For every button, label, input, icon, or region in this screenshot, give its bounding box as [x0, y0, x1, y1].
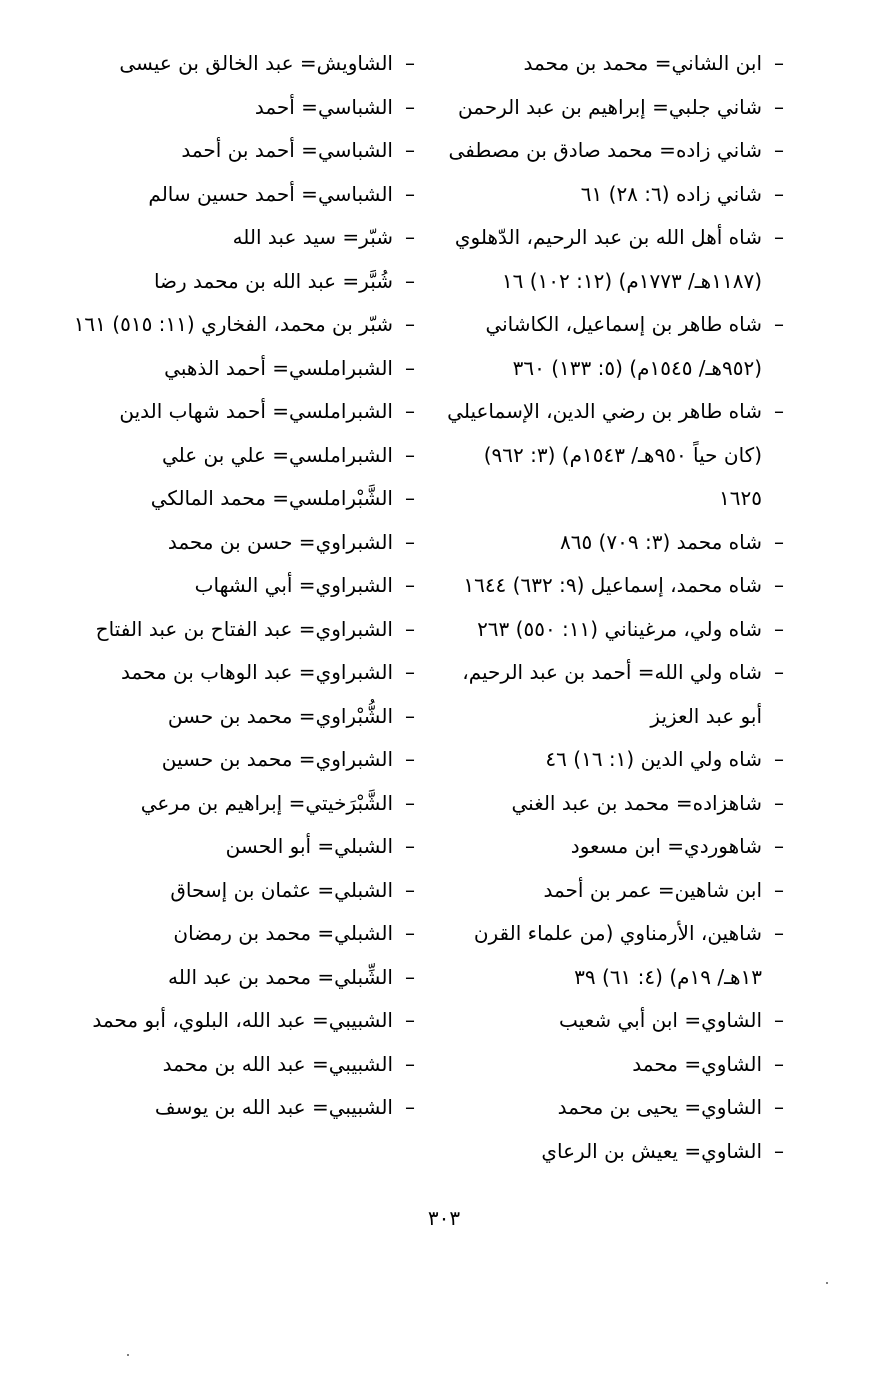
index-entry — [70, 695, 415, 739]
entry-dash: – — [774, 616, 784, 641]
index-entry — [70, 260, 415, 304]
index-entry — [70, 825, 415, 869]
entry-dash: – — [405, 268, 415, 293]
index-entry — [70, 738, 415, 782]
entry-text: الشبلي= أبو الحسن — [225, 834, 393, 858]
entry-dash: – — [405, 225, 415, 249]
index-entry — [70, 1043, 415, 1087]
entry-dash: – — [774, 181, 784, 206]
entry-text: الشبراوي= أبي الشهاب — [194, 573, 393, 597]
entry-text: شاه ولي الله= أحمد بن عبد الرحيم، أبو عبد العزيز — [462, 660, 762, 728]
entry-text: الشبراملسي= أحمد الذهبي — [164, 355, 393, 380]
entry-dash: – — [405, 660, 415, 684]
entry-dash: – — [405, 703, 415, 728]
entry-text: الشبراوي= حسن بن محمد — [167, 529, 393, 554]
entry-dash: – — [405, 94, 415, 119]
index-entry — [439, 825, 784, 869]
index-entry — [439, 564, 784, 608]
index-entry — [439, 869, 784, 913]
entry-dash: – — [774, 225, 784, 249]
entry-dash: – — [405, 1008, 415, 1032]
index-entry — [70, 651, 415, 695]
page-number: ٣٠٣ — [427, 1206, 461, 1230]
entry-dash: – — [774, 1008, 784, 1032]
entry-dash: – — [774, 877, 784, 902]
entry-text: شاه طاهر بن إسماعيل، الكاشاني (٩٥٢هـ/ ١٥٤٥م) (٥: ١٣٣) ٣٦٠ — [485, 312, 762, 380]
entry-dash: – — [405, 747, 415, 771]
entry-dash: – — [774, 747, 784, 771]
entry-dash: – — [405, 964, 415, 989]
entry-text: الشِّبلي= محمد بن عبد الله — [168, 964, 393, 989]
entry-dash: – — [405, 399, 415, 423]
entry-dash: – — [405, 790, 415, 815]
entry-dash: – — [774, 529, 784, 554]
entry-text: شاهين، الأرمناوي (من علماء القرن ١٣هـ/ ١٩م) (٤: ٦١) ٣٩ — [473, 921, 762, 989]
index-entry — [439, 521, 784, 565]
entry-dash: – — [405, 355, 415, 380]
entry-text: الشبراملسي= علي بن علي — [161, 442, 393, 467]
index-entry — [70, 999, 415, 1043]
index-entry — [70, 434, 415, 478]
index-entry — [70, 86, 415, 130]
scan-speck — [826, 1282, 828, 1284]
entry-text: الشاوي= محمد — [632, 1051, 762, 1076]
entry-dash: – — [405, 616, 415, 641]
entry-text: ابن الشاني= محمد بن محمد — [523, 51, 762, 75]
entry-text: شاني جلبي= إبراهيم بن عبد الرحمن — [457, 94, 762, 119]
index-entry — [70, 42, 415, 86]
index-entry — [439, 390, 784, 521]
index-entry — [439, 216, 784, 303]
index-entry — [439, 129, 784, 173]
entry-dash: – — [774, 312, 784, 336]
entry-text: شاه طاهر بن رضي الدين، الإسماعيلي (كان حياً ٩٥٠هـ/ ١٥٤٣م) (٣: ٩٦٢) ١٦٢٥ — [447, 399, 762, 510]
index-entry — [70, 216, 415, 260]
entry-text: الشبلي= عثمان بن إسحاق — [170, 877, 393, 902]
index-entry — [70, 782, 415, 826]
scan-speck — [127, 1354, 129, 1356]
index-entry — [439, 651, 784, 738]
index-entry — [70, 477, 415, 521]
index-entry — [70, 390, 415, 434]
index-entry — [70, 956, 415, 1000]
entry-dash: – — [774, 921, 784, 945]
entry-dash: – — [774, 790, 784, 815]
index-entry — [439, 1130, 784, 1174]
entry-dash: – — [405, 312, 415, 336]
entry-dash: – — [774, 1051, 784, 1076]
index-entry — [70, 521, 415, 565]
entry-text: الشبيبي= عبد الله بن محمد — [162, 1051, 393, 1076]
entry-dash: – — [774, 138, 784, 162]
entry-text: الشباسي= أحمد حسين سالم — [148, 181, 393, 206]
index-entry — [439, 42, 784, 86]
entry-text: شاهوردي= ابن مسعود — [570, 834, 762, 858]
entry-dash: – — [405, 877, 415, 902]
entry-text: شُبَّر= عبد الله بن محمد رضا — [153, 268, 393, 293]
entry-dash: – — [774, 834, 784, 858]
entry-dash: – — [405, 834, 415, 858]
entry-text: الشبلي= محمد بن رمضان — [173, 921, 393, 945]
entry-dash: – — [405, 138, 415, 162]
entry-text: شاني زاده= محمد صادق بن مصطفى — [448, 138, 762, 162]
index-entry — [70, 1086, 415, 1130]
entry-text: الشَّبْراملسي= محمد المالكي — [150, 486, 393, 510]
index-entry — [70, 869, 415, 913]
entry-text: شبّر بن محمد، الفخاري (١١: ٥١٥) ١٦١ — [73, 312, 393, 336]
entry-text: الشباسي= أحمد — [254, 94, 393, 119]
entry-dash: – — [405, 442, 415, 467]
entry-dash: – — [774, 399, 784, 423]
entry-text: الشُّبْراوي= محمد بن حسن — [167, 703, 393, 728]
entry-dash: – — [774, 1138, 784, 1163]
index-entry — [70, 912, 415, 956]
entry-dash: – — [774, 660, 784, 684]
entry-text: الشَّبْرَخيتي= إبراهيم بن مرعي — [140, 790, 393, 815]
entry-dash: – — [405, 1095, 415, 1119]
entry-text: الشاوي= يعيش بن الرعاي — [541, 1138, 762, 1163]
entry-text: الشبراملسي= أحمد شهاب الدين — [119, 399, 393, 423]
entry-text: الشباسي= أحمد بن أحمد — [181, 138, 393, 162]
entry-dash: – — [405, 1051, 415, 1076]
index-entry — [439, 1086, 784, 1130]
index-entry — [439, 1043, 784, 1087]
index-entry — [70, 303, 415, 347]
index-entry — [70, 564, 415, 608]
entry-dash: – — [405, 921, 415, 945]
entry-text: الشبراوي= عبد الفتاح بن عبد الفتاح — [95, 616, 393, 641]
index-entry — [439, 999, 784, 1043]
entry-text: شبّر= سيد عبد الله — [232, 225, 393, 249]
entry-dash: – — [405, 486, 415, 510]
entry-dash: – — [774, 1095, 784, 1119]
entry-text: شاه ولي، مرغيناني (١١: ٥٥٠) ٢٦٣ — [477, 616, 762, 641]
index-entry — [439, 608, 784, 652]
entry-text: ابن شاهين= عمر بن أحمد — [543, 877, 762, 902]
index-entry — [439, 738, 784, 782]
entry-text: الشاويش= عبد الخالق بن عيسى — [119, 51, 393, 75]
index-entry — [70, 347, 415, 391]
entry-text: شاه محمد (٣: ٧٠٩) ٨٦٥ — [559, 529, 762, 554]
entry-dash: – — [405, 51, 415, 75]
index-entry — [70, 608, 415, 652]
entry-dash: – — [405, 573, 415, 597]
index-entry — [439, 86, 784, 130]
index-entry — [439, 912, 784, 999]
entry-text: شاه ولي الدين (١: ١٦) ٤٦ — [545, 747, 762, 771]
entry-dash: – — [405, 529, 415, 554]
index-entry — [70, 129, 415, 173]
index-entry — [439, 173, 784, 217]
entry-text: الشاوي= يحيى بن محمد — [557, 1095, 762, 1119]
right-column — [439, 42, 784, 1173]
entry-dash: – — [774, 94, 784, 119]
entry-text: الشبراوي= محمد بن حسين — [161, 747, 393, 771]
entry-text: شاني زاده (٦: ٢٨) ٦١ — [580, 181, 762, 206]
entry-dash: – — [405, 181, 415, 206]
entry-text: الشبراوي= عبد الوهاب بن محمد — [120, 660, 393, 684]
index-entry — [439, 782, 784, 826]
entry-dash: – — [774, 51, 784, 75]
entry-text: الشاوي= ابن أبي شعيب — [559, 1008, 762, 1032]
entry-text: شاه محمد، إسماعيل (٩: ٦٣٢) ١٦٤٤ — [463, 573, 762, 597]
entry-text: الشبيبي= عبد الله بن يوسف — [154, 1095, 393, 1119]
index-entry — [70, 173, 415, 217]
entry-text: شاه أهل الله بن عبد الرحيم، الدّهلوي (١١٨٧هـ/ ١٧٧٣م) (١٢: ١٠٢) ١٦ — [454, 225, 762, 293]
index-entry — [439, 303, 784, 390]
entry-text: شاهزاده= محمد بن عبد الغني — [511, 790, 762, 815]
left-column — [70, 42, 415, 1130]
entry-dash: – — [774, 573, 784, 597]
entry-text: الشبيبي= عبد الله، البلوي، أبو محمد — [92, 1008, 393, 1032]
